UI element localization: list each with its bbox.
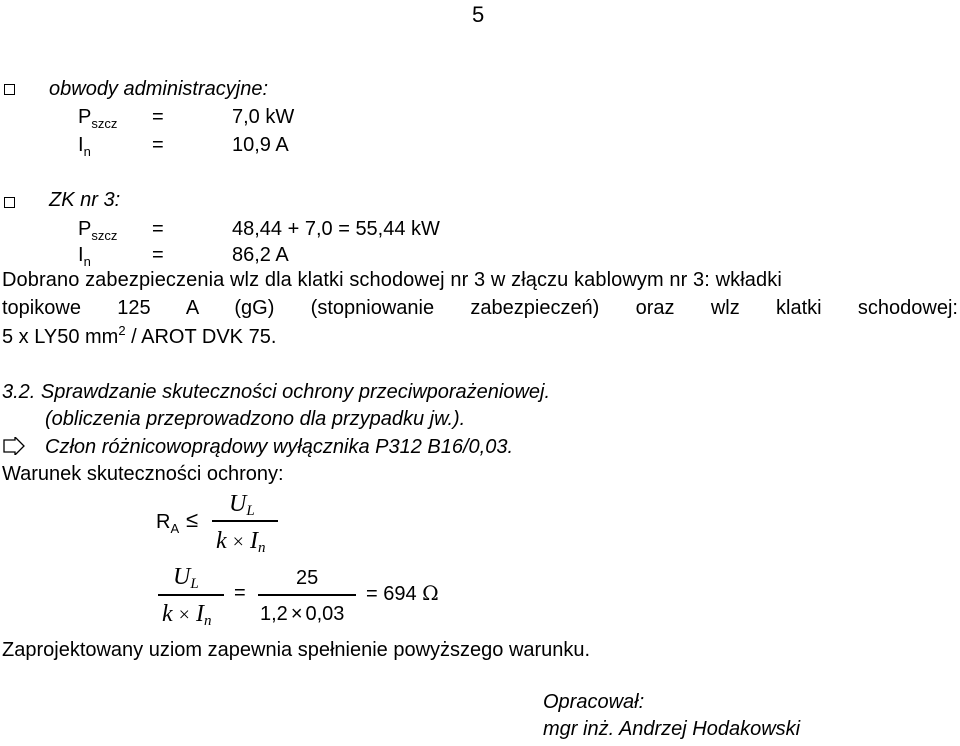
paragraph-line: Dobrano zabezpieczenia wlz dla klatki schodowej nr 3 w złączu kablowym nr 3: wkładki	[2, 269, 782, 291]
signature-name: mgr inż. Andrzej Hodakowski	[543, 718, 801, 740]
conclusion: Zaprojektowany uziom zapewnia spełnienie powyższego warunku.	[2, 639, 591, 661]
arrow-bullet-icon	[2, 437, 26, 455]
power-symbol: $P_{szcz}$	[78, 218, 118, 243]
power-value: 7,0 kW	[232, 106, 295, 128]
section-title-3-2: 3.2. Sprawdzanie skuteczności ochrony przeciwporażeniowej.	[2, 381, 551, 403]
current-equals: =	[152, 244, 164, 266]
condition-label: Warunek skuteczności ochrony:	[2, 463, 284, 485]
current-value: 86,2 A	[232, 244, 289, 266]
formula1-lhs: $R_A$	[156, 511, 180, 536]
signature-label: Opracował:	[543, 691, 645, 713]
section-heading-zk3: ZK nr 3:	[49, 189, 121, 211]
power-symbol: $P_{szcz}$	[78, 106, 118, 131]
formula1-fraction-line	[212, 520, 278, 522]
section-heading-administrative: obwody administracyjne:	[49, 78, 268, 100]
power-equals: =	[152, 218, 164, 240]
formula2-result: = 694 Ω	[366, 581, 439, 605]
power-equals: =	[152, 106, 164, 128]
section-note: (obliczenia przeprowadzono dla przypadku jw.).	[45, 408, 466, 430]
formula1-leq: ≤	[186, 507, 199, 532]
formula1-denominator: k × In	[216, 528, 266, 556]
formula1-numerator: UL	[229, 491, 255, 519]
formula2-value-numerator: 25	[296, 567, 319, 589]
paragraph-line: topikowe 125 A (gG) (stopniowanie zabezpieczeń) oraz wlz klatki schodowej:	[2, 297, 958, 319]
current-symbol: $I_n$	[78, 134, 91, 159]
formula2-fraction-line	[158, 594, 224, 596]
current-equals: =	[152, 134, 164, 156]
current-symbol: $I_n$	[78, 244, 91, 269]
paragraph-line: 5 x LY50 $mm^2$ / AROT DVK 75.	[2, 323, 277, 348]
formula2-value-denominator: 1,2 × 0,03	[260, 603, 345, 625]
formula2-equals: =	[234, 582, 246, 604]
checkbox-bullet-icon	[4, 84, 15, 95]
arrow-item: Człon różnicowoprądowy wyłącznika P312 B16/0,03.	[45, 436, 514, 458]
page-number: 5	[472, 2, 485, 27]
checkbox-bullet-icon	[4, 197, 15, 208]
formula2-numerator: UL	[173, 564, 199, 592]
current-value: 10,9 A	[232, 134, 289, 156]
formula2-denominator: k × In	[162, 601, 212, 629]
formula2-value-fraction-line	[258, 594, 356, 596]
power-value: 48,44 + 7,0 = 55,44 kW	[232, 218, 440, 240]
